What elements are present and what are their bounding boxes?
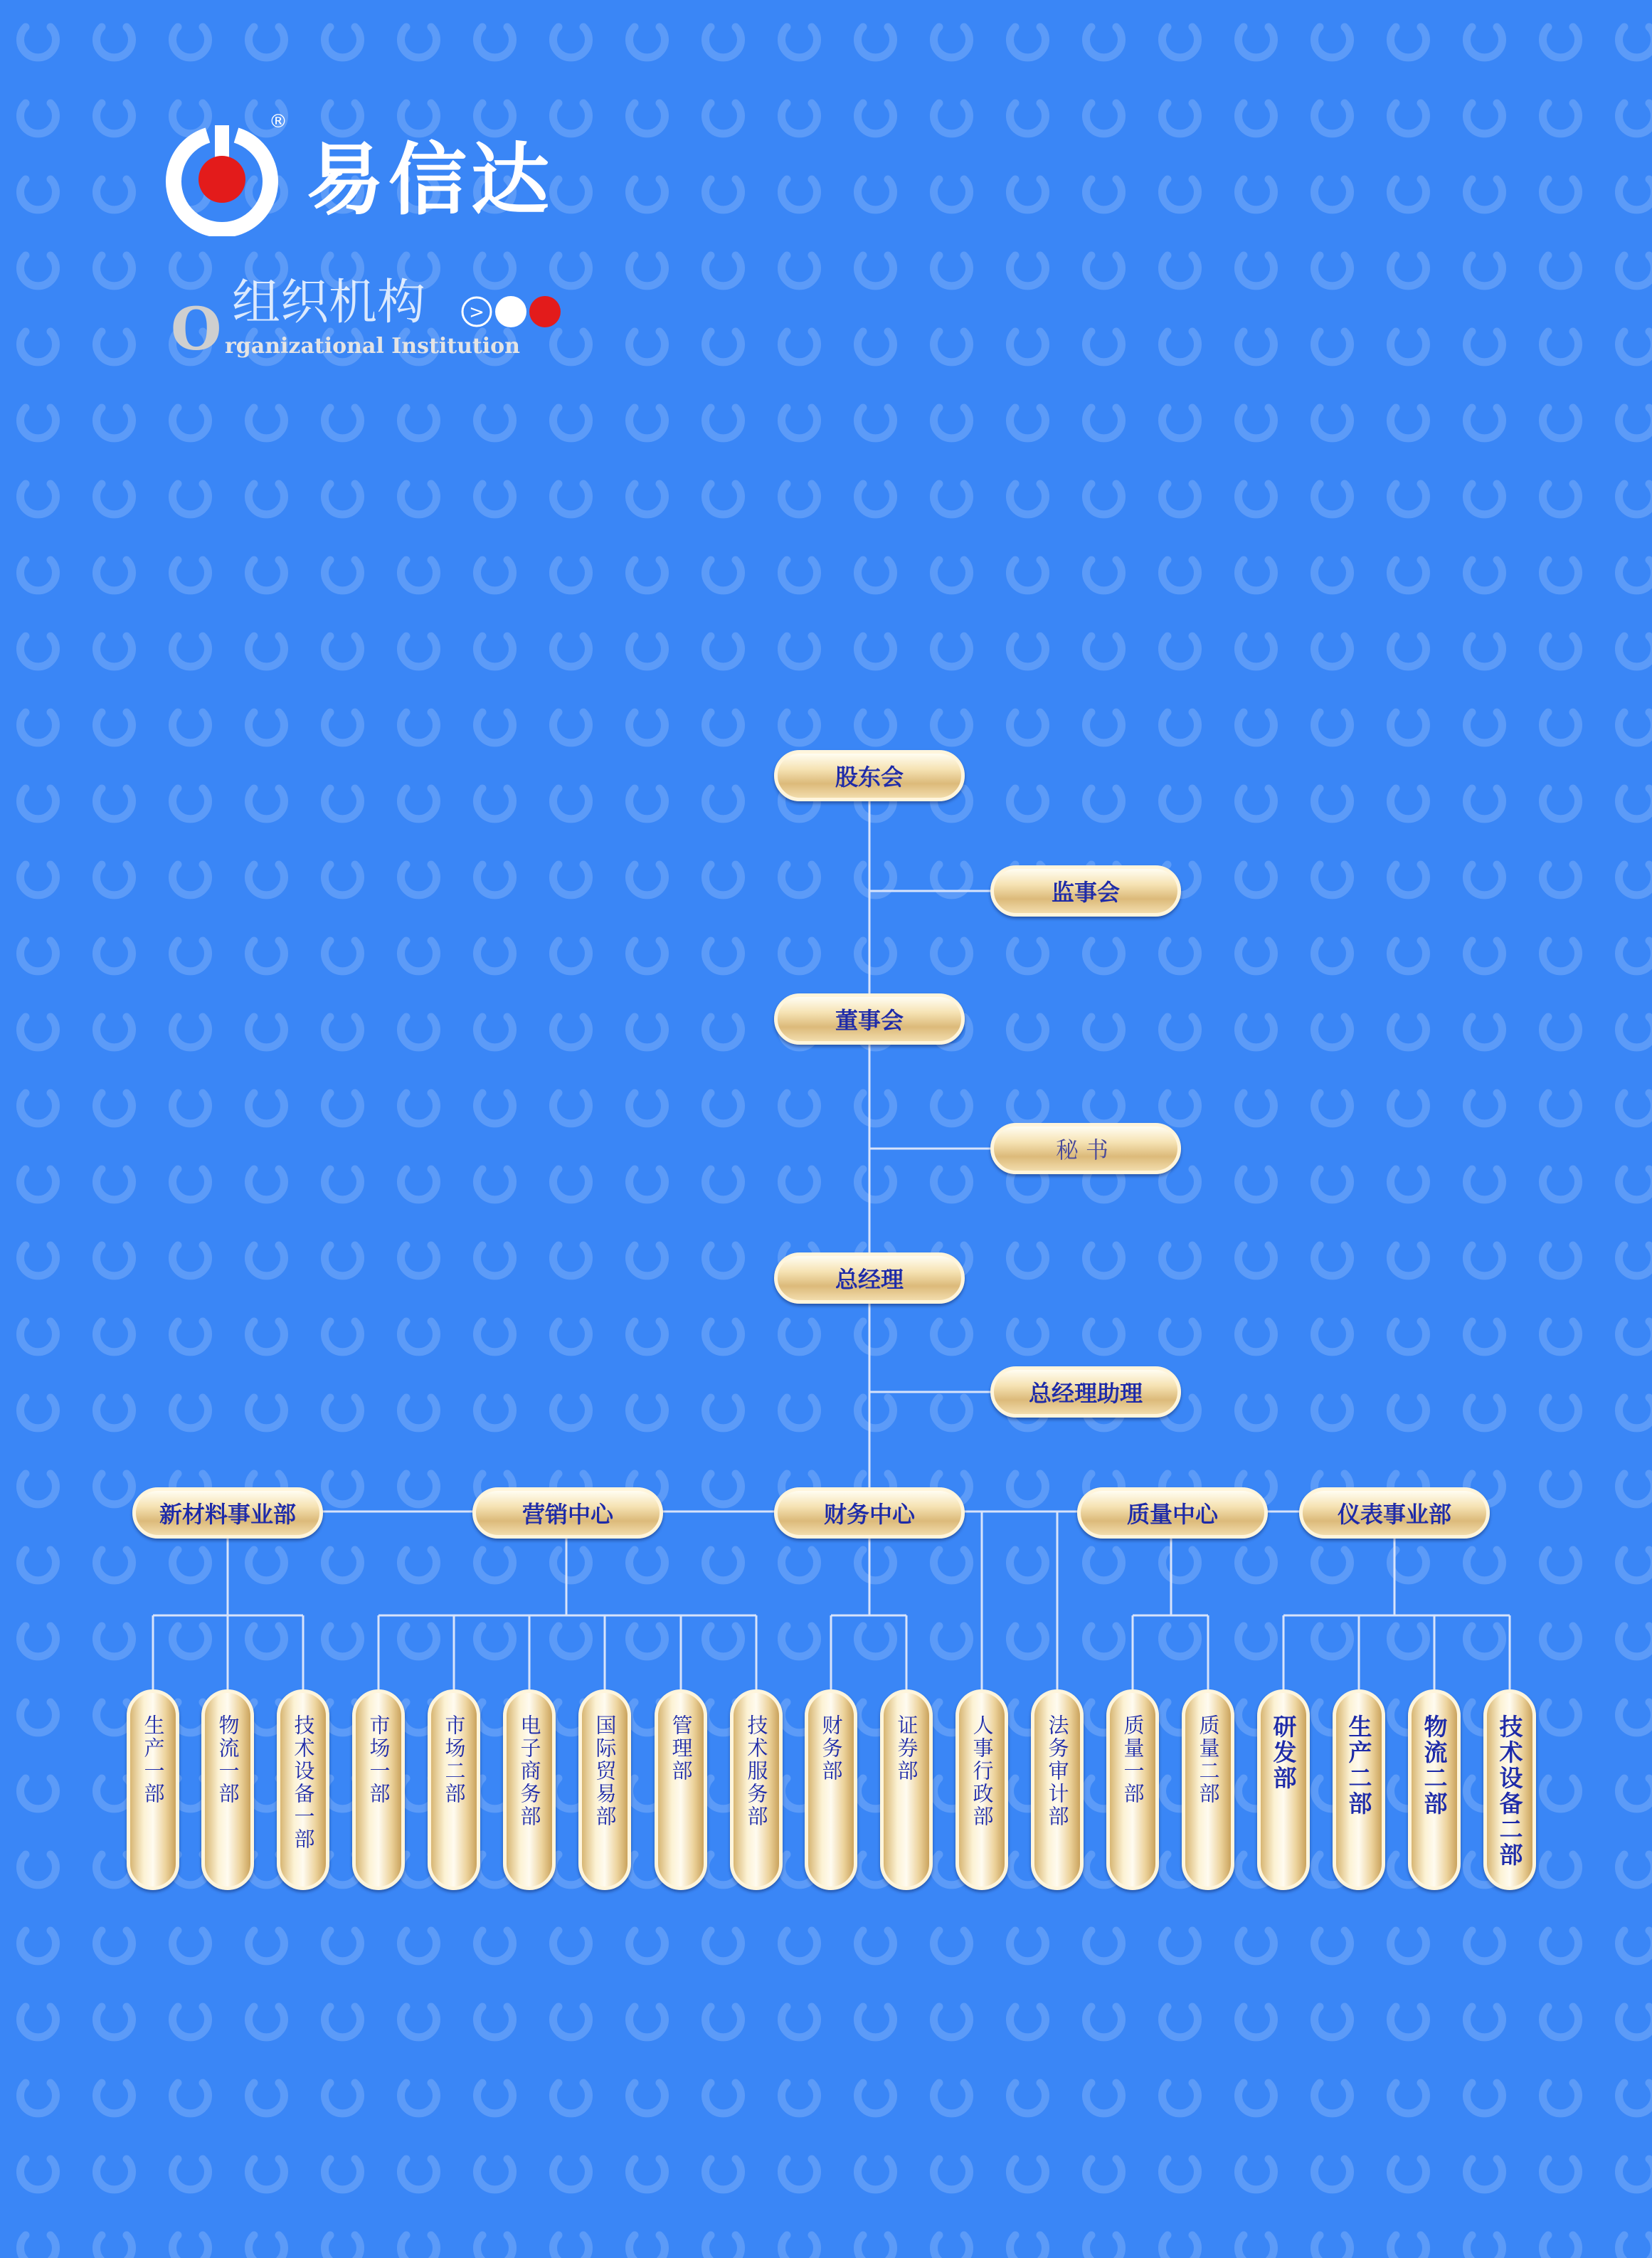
node-center-instruments: 仪表事业部 — [1299, 1487, 1490, 1539]
node-shareholders: 股东会 — [774, 750, 965, 801]
node-supervisors: 监事会 — [990, 865, 1181, 917]
dept-quality-1: 质量一部 — [1106, 1689, 1159, 1890]
brand-name: 易信达 — [306, 134, 554, 226]
dept-securities: 证券部 — [880, 1689, 933, 1890]
registered-mark: ® — [269, 111, 287, 132]
node-gm-assistant: 总经理助理 — [990, 1366, 1181, 1418]
node-center-new-materials: 新材料事业部 — [132, 1487, 323, 1539]
dept-tech-service: 技术服务部 — [730, 1689, 783, 1890]
arrow-glyph: > — [469, 302, 485, 323]
dept-market-1: 市场一部 — [352, 1689, 405, 1890]
dept-logistics-2: 物流二部 — [1408, 1689, 1461, 1890]
node-secretary: 秘书 — [990, 1123, 1181, 1174]
dept-rnd: 研发部 — [1257, 1689, 1310, 1890]
dept-tech-equipment-1: 技术设备一部 — [277, 1689, 329, 1890]
dept-international-trade: 国际贸易部 — [578, 1689, 631, 1890]
dept-production-2: 生产二部 — [1333, 1689, 1385, 1890]
node-center-marketing: 营销中心 — [472, 1487, 663, 1539]
node-center-finance: 财务中心 — [774, 1487, 965, 1539]
dept-tech-equipment-2: 技术设备二部 — [1483, 1689, 1536, 1890]
dept-management: 管理部 — [655, 1689, 707, 1890]
section-title-en-initial: O — [171, 295, 222, 364]
section-title-en: rganizational Institution — [225, 334, 520, 359]
section-title-zh: 组织机构 — [232, 275, 426, 331]
node-center-quality: 质量中心 — [1077, 1487, 1268, 1539]
dept-ecommerce: 电子商务部 — [503, 1689, 556, 1890]
dept-legal-audit: 法务审计部 — [1031, 1689, 1084, 1890]
dept-finance: 财务部 — [805, 1689, 857, 1890]
node-general-manager: 总经理 — [774, 1252, 965, 1304]
dept-logistics-1: 物流一部 — [201, 1689, 254, 1890]
dept-quality-2: 质量二部 — [1182, 1689, 1234, 1890]
dept-hr-admin: 人事行政部 — [955, 1689, 1008, 1890]
dept-production-1: 生产一部 — [127, 1689, 179, 1890]
node-board: 董事会 — [774, 993, 965, 1045]
dept-market-2: 市场二部 — [428, 1689, 480, 1890]
